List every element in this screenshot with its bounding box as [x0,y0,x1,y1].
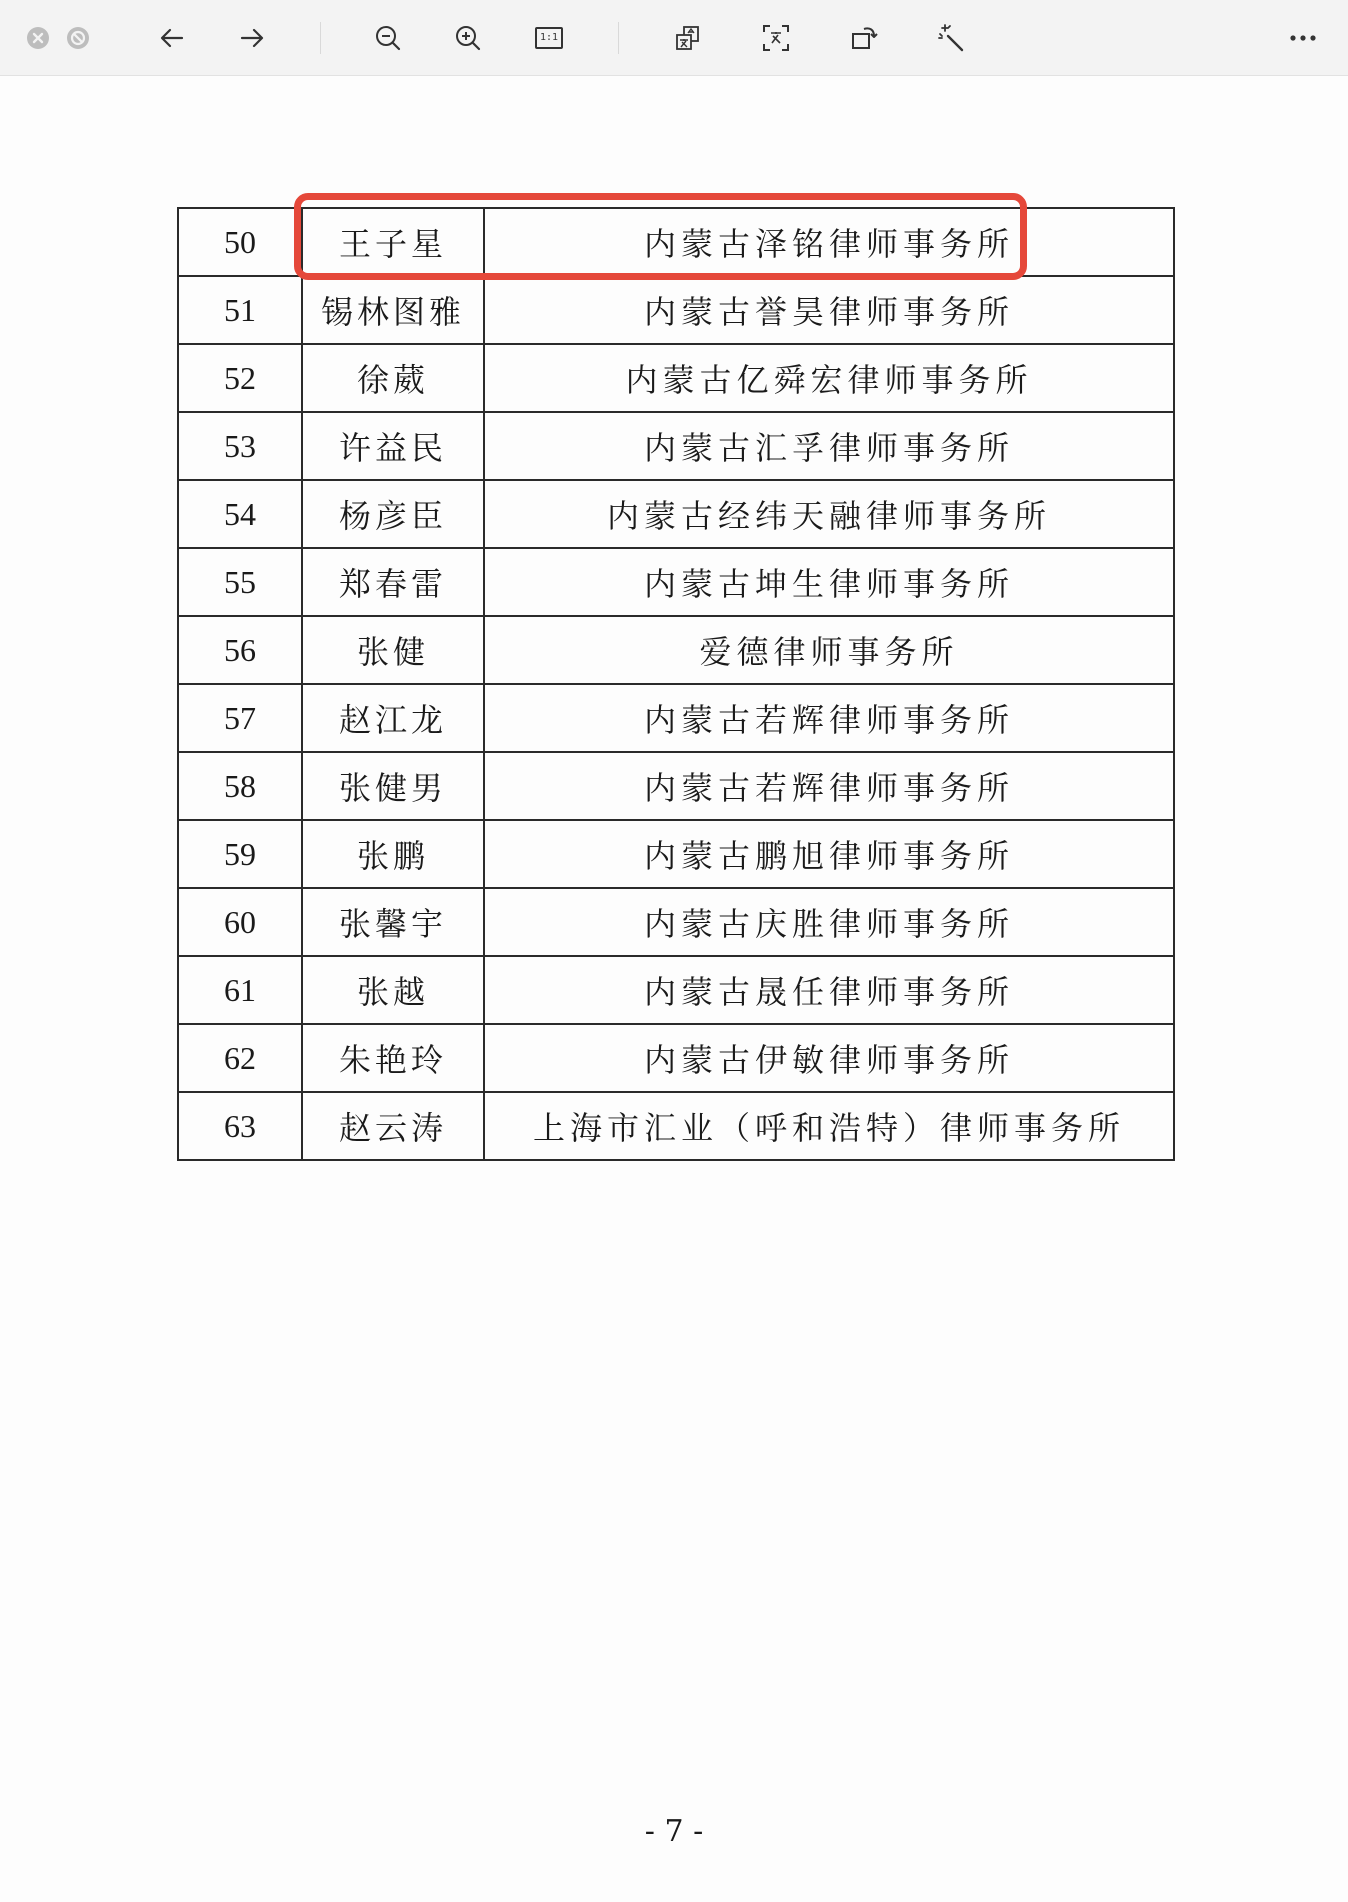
table-row [178,276,1174,344]
row-number: 58 [178,752,302,820]
row-number: 59 [178,820,302,888]
law-firm: 内蒙古伊敏律师事务所 [484,1024,1174,1092]
table-row [178,412,1174,480]
row-number: 57 [178,684,302,752]
block-button[interactable] [58,18,98,58]
row-number: 52 [178,344,302,412]
block-icon [65,25,91,51]
lawyer-name: 赵江龙 [302,684,484,752]
actual-size-icon [535,27,563,49]
law-firm: 内蒙古鹏旭律师事务所 [484,820,1174,888]
translate-button[interactable] [668,18,708,58]
row-number: 63 [178,1092,302,1160]
extract-text-button[interactable] [756,18,796,58]
table-row [178,1024,1174,1092]
toolbar-separator [320,22,321,54]
table-row [178,684,1174,752]
lawyer-roster-table [177,207,1175,1161]
arrow-left-icon [158,24,186,52]
table-row [178,752,1174,820]
zoom-in-icon [453,23,483,53]
lawyer-name: 张健男 [302,752,484,820]
forward-button[interactable] [232,18,272,58]
close-button[interactable] [18,18,58,58]
table-row [178,480,1174,548]
page-number: - 7 - [644,1814,704,1849]
table-row [178,820,1174,888]
law-firm: 内蒙古庆胜律师事务所 [484,888,1174,956]
table-row [178,888,1174,956]
law-firm: 内蒙古亿舜宏律师事务所 [484,344,1174,412]
translate-icon [673,23,703,53]
actual-size-button[interactable] [529,18,569,58]
row-number: 50 [178,208,302,276]
lawyer-name: 张越 [302,956,484,1024]
lawyer-name: 朱艳玲 [302,1024,484,1092]
extract-text-icon [761,23,791,53]
zoom-out-button[interactable] [368,18,408,58]
more-icon [1288,33,1318,43]
lawyer-name: 张健 [302,616,484,684]
lawyer-name: 张馨宇 [302,888,484,956]
law-firm: 内蒙古坤生律师事务所 [484,548,1174,616]
arrow-right-icon [238,24,266,52]
lawyer-name: 许益民 [302,412,484,480]
more-button[interactable] [1283,18,1323,58]
rotate-icon [849,23,879,53]
law-firm: 上海市汇业（呼和浩特）律师事务所 [484,1092,1174,1160]
table-row [178,548,1174,616]
lawyer-name: 赵云涛 [302,1092,484,1160]
zoom-in-button[interactable] [448,18,488,58]
table-row [178,344,1174,412]
actual-size-label: 1:1 [539,32,559,43]
law-firm: 内蒙古晟任律师事务所 [484,956,1174,1024]
row-number: 51 [178,276,302,344]
lawyer-name: 杨彦臣 [302,480,484,548]
zoom-out-icon [373,23,403,53]
toolbar-separator [618,22,619,54]
table-row [178,956,1174,1024]
table-row [178,1092,1174,1160]
close-icon [25,25,51,51]
row-number: 62 [178,1024,302,1092]
row-number: 56 [178,616,302,684]
table-row [178,616,1174,684]
law-firm: 内蒙古泽铭律师事务所 [484,208,1174,276]
table-row [178,208,1174,276]
magic-wand-button[interactable] [931,18,971,58]
back-button[interactable] [152,18,192,58]
law-firm: 内蒙古汇孚律师事务所 [484,412,1174,480]
row-number: 60 [178,888,302,956]
lawyer-name: 郑春雷 [302,548,484,616]
lawyer-name: 锡林图雅 [302,276,484,344]
row-number: 54 [178,480,302,548]
row-number: 61 [178,956,302,1024]
lawyer-name: 王子星 [302,208,484,276]
law-firm: 内蒙古若辉律师事务所 [484,684,1174,752]
law-firm: 内蒙古誉昊律师事务所 [484,276,1174,344]
law-firm: 爱德律师事务所 [484,616,1174,684]
law-firm: 内蒙古若辉律师事务所 [484,752,1174,820]
rotate-button[interactable] [844,18,884,58]
row-number: 53 [178,412,302,480]
law-firm: 内蒙古经纬天融律师事务所 [484,480,1174,548]
lawyer-name: 徐葳 [302,344,484,412]
viewer-toolbar [0,0,1348,76]
row-number: 55 [178,548,302,616]
magic-wand-icon [936,23,966,53]
lawyer-name: 张鹏 [302,820,484,888]
